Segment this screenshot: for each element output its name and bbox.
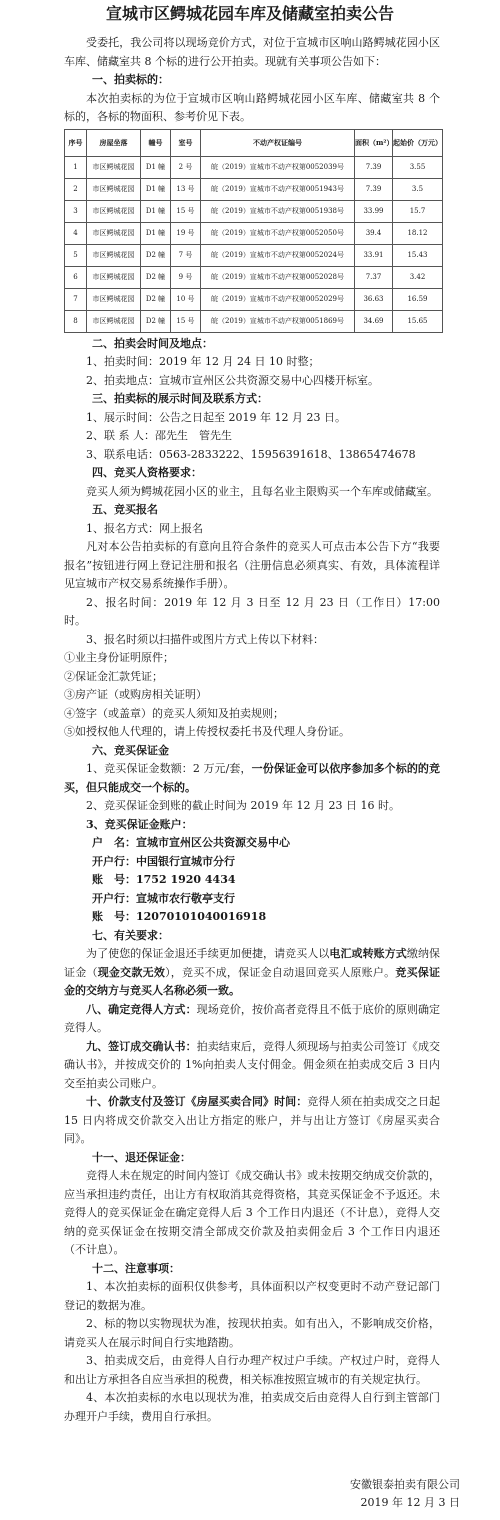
cell-area: 7.39	[355, 156, 393, 178]
cell-building: D2 幢	[141, 266, 171, 288]
cell-building: D2 幢	[141, 288, 171, 310]
table-row	[65, 288, 443, 310]
section-9-text: 拍卖结束后，竞得人须现场与拍卖公司签订《成交确认书》，并按成交价的 1%向拍卖人支付佣金。佣金须在拍卖成交后 3 日内交至拍卖公司账户。	[64, 1039, 441, 1090]
section-11-heading: 十一、退还保证金：	[92, 1150, 191, 1164]
section-9-heading: 九、签订成交确认书：	[86, 1039, 197, 1053]
cell-room: 15 号	[171, 200, 201, 222]
cell-start-price: 15.7	[393, 200, 443, 222]
table-row	[65, 200, 443, 222]
section-6-line-2: 2、竞买保证金到账的截止时间为 2019 年 12 月 23 日 16 时。	[86, 799, 400, 812]
cell-room: 7 号	[171, 244, 201, 266]
cell-building: D2 幢	[141, 244, 171, 266]
deposit-amount-text: 1、竞买保证金数额：2 万元/套，	[86, 762, 252, 775]
section-2-heading: 二、拍卖会时间及地点：	[92, 336, 213, 350]
table-header-row	[65, 129, 443, 156]
cell-certificate: 皖（2019）宣城市不动产权第0052039号	[201, 156, 355, 178]
section-8	[64, 1001, 440, 1038]
cell-room: 10 号	[171, 288, 201, 310]
cell-start-price: 18.12	[393, 222, 443, 244]
s7-payment-method: 电汇或转账方式	[329, 947, 407, 960]
note-1: 1、本次拍卖标的面积仅供参考，具体面积以产权变更时不动产登记部门登记的数据为准。	[64, 1280, 440, 1312]
section-1-heading: 一、拍卖标的：	[92, 73, 169, 86]
material-item-4: ④签字（或盖章）的竞买人须知及拍卖规则；	[64, 706, 284, 720]
table-row	[65, 310, 443, 332]
cell-area: 33.91	[355, 244, 393, 266]
section-7-text	[64, 945, 440, 1001]
table-row	[65, 222, 443, 244]
note-3: 3、拍卖成交后，由竞得人自行办理产权过户手续。产权过户时，竞得人和出让方承担各自应当承担的税费，相关标准按照宣城市的有关规定执行。	[64, 1354, 440, 1386]
col-header-building: 幢号	[141, 129, 171, 156]
cell-location: 市区鳄城花园	[87, 200, 141, 222]
cell-index: 2	[65, 178, 87, 200]
section-8-text: 现场竞价，按价高者竞得且不低于底价的原则确定竞得人。	[64, 1002, 441, 1034]
account-name: 户 名：宣城市宣州区公共资源交易中心	[92, 836, 290, 849]
section-5-heading: 五、竞买报名	[92, 503, 158, 516]
account-number-1: 账 号：1752 1920 4434	[92, 873, 236, 886]
s7-part-3: 缴纳保证金（	[64, 947, 441, 979]
cell-certificate: 皖（2019）宣城市不动产权第0052024号	[201, 244, 355, 266]
cell-start-price: 15.65	[393, 310, 443, 332]
section-9	[64, 1038, 440, 1094]
cell-index: 3	[65, 200, 87, 222]
section-10-text: 竞得人须在拍卖成交之日起 15 日内将成交价款交入出让方指定的账户，并与出让方签订《房屋买卖合同》。	[64, 1095, 441, 1145]
section-5-line-2: 2、报名时间：2019 年 12 月 3 日至 12 月 23 日（工作日）17:00 时。	[64, 595, 440, 627]
section-4-heading: 四、竞买人资格要求：	[92, 466, 202, 479]
col-header-location: 房屋坐落	[87, 129, 141, 156]
cell-location: 市区鳄城花园	[87, 178, 141, 200]
cell-index: 7	[65, 288, 87, 310]
cell-location: 市区鳄城花园	[87, 244, 141, 266]
cell-area: 33.99	[355, 200, 393, 222]
section-11-text: 竞得人未在规定的时间内签订《成交确认书》或未按期交纳成交价款的，应当承担违约责任，出让方有权取消其竞得资格，其竞买保证金不予返还。未竞得人的竞买保证金在确定竞得人后 3 个工作日内退还（不计息），竞得人交纳的竞买保证金在按期交清全部成交价款及拍卖佣金后 3 个工作日内退还（不计息）。	[64, 1169, 440, 1256]
material-item-1: ①业主身份证明原件；	[64, 651, 174, 664]
section-7-heading: 七、有关要求：	[92, 928, 169, 942]
cell-room: 2 号	[171, 156, 201, 178]
col-header-room: 室号	[171, 129, 201, 156]
cell-index: 1	[65, 156, 87, 178]
section-1-text: 本次拍卖标的为位于宣城市区响山路鳄城花园小区车库、储藏室共 8 个标的，各标的物面积、参考价见下表。	[64, 91, 440, 123]
signature-date: 2019 年 12 月 3 日	[360, 1496, 460, 1509]
material-item-2: ②保证金汇款凭证；	[64, 669, 163, 683]
cell-index: 4	[65, 222, 87, 244]
col-header-certificate: 不动产权证编号	[201, 129, 355, 156]
cell-certificate: 皖（2019）宣城市不动产权第0052028号	[201, 266, 355, 288]
cell-building: D1 幢	[141, 200, 171, 222]
cell-start-price: 3.42	[393, 266, 443, 288]
section-6-line-3: 3、竞买保证金账户：	[86, 817, 193, 831]
cell-area: 7.39	[355, 178, 393, 200]
cell-certificate: 皖（2019）宣城市不动产权第0051943号	[201, 178, 355, 200]
section-2-line-2: 2、拍卖地点：宣城市宣州区公共资源交易中心四楼开标室。	[86, 373, 379, 387]
section-6-heading: 六、竞买保证金	[92, 743, 169, 757]
section-5-line-1-detail: 凡对本公告拍卖标的有意向且符合条件的竞买人可点击本公告下方“我要报名”按钮进行网上登记注册和报名（注册信息必须真实、有效，具体流程详见宣城市产权交易系统操作手册）。	[64, 540, 440, 590]
table-row	[65, 178, 443, 200]
section-2-line-1: 1、拍卖时间：2019 年 12 月 24 日 10 时整；	[86, 355, 320, 368]
material-item-5: ⑤如授权他人代理的，请上传授权委托书及代理人身份证。	[64, 725, 350, 738]
material-item-3: ③房产证（或购房相关证明）	[64, 688, 207, 701]
cell-location: 市区鳄城花园	[87, 222, 141, 244]
section-5-line-3: 3、报名时须以扫描件或图片方式上传以下材料：	[86, 632, 324, 646]
s7-part-5: ），竞买不成，保证金自动退回竞买人原账户。	[165, 965, 396, 979]
account-bank-2: 开户行：宣城市农行敬亭支行	[92, 891, 235, 905]
table-row	[65, 244, 443, 266]
cell-location: 市区鳄城花园	[87, 310, 141, 332]
table-row	[65, 266, 443, 288]
cell-certificate: 皖（2019）宣城市不动产权第0051938号	[201, 200, 355, 222]
cell-start-price: 16.59	[393, 288, 443, 310]
signature-company: 安徽银泰拍卖有限公司	[350, 1478, 460, 1491]
cell-room: 9 号	[171, 266, 201, 288]
intro-paragraph: 受委托，我公司将以现场竞价方式，对位于宣城市区响山路鳄城花园小区车库、储藏室共 8 个标的进行公开拍卖。现就有关事项公告如下：	[64, 36, 440, 68]
cell-start-price: 15.43	[393, 244, 443, 266]
s7-cash-invalid: 现金交款无效	[97, 965, 166, 979]
cell-location: 市区鳄城花园	[87, 156, 141, 178]
cell-room: 15 号	[171, 310, 201, 332]
col-header-start-price: 起始价（万元）	[393, 129, 443, 156]
cell-building: D2 幢	[141, 310, 171, 332]
lots-table	[64, 129, 443, 333]
col-header-area: 面积（m²）	[355, 129, 393, 156]
note-4: 4、本次拍卖标的水电以现状为准，拍卖成交后由竞得人自行到主管部门办理开户手续，费用自行承担。	[64, 1391, 440, 1423]
account-number-2: 账 号：12070101040016918	[92, 910, 267, 923]
signature-block	[310, 1476, 460, 1512]
account-bank-1: 开户行：中国银行宣城市分行	[92, 854, 235, 868]
section-3-line-1: 1、展示时间：公告之日起至 2019 年 12 月 23 日。	[86, 410, 346, 424]
section-5-line-1: 1、报名方式：网上报名	[86, 521, 203, 535]
section-6-line-1	[64, 760, 440, 797]
cell-room: 19 号	[171, 222, 201, 244]
section-8-heading: 八、确定竞得人方式：	[86, 1002, 197, 1016]
cell-area: 39.4	[355, 222, 393, 244]
section-10-heading: 十、价款支付及签订《房屋买卖合同》时间：	[86, 1095, 308, 1108]
section-12-heading: 十二、注意事项：	[92, 1261, 180, 1275]
cell-building: D1 幢	[141, 156, 171, 178]
cell-certificate: 皖（2019）宣城市不动产权第0051869号	[201, 310, 355, 332]
cell-area: 7.37	[355, 266, 393, 288]
section-3-heading: 三、拍卖标的展示时间及联系方式：	[92, 392, 268, 405]
cell-index: 6	[65, 266, 87, 288]
section-3-line-2: 2、联 系 人：邵先生 管先生	[86, 429, 232, 442]
announcement-body	[64, 34, 440, 1426]
cell-index: 8	[65, 310, 87, 332]
s7-part-1: 为了使您的保证金退还手续更加便捷，请竞买人以	[86, 947, 330, 960]
s7-name-match: 竞买保证金的交纳方与竞买人名称必须一致。	[64, 965, 441, 997]
cell-index: 5	[65, 244, 87, 266]
section-4-text: 竞买人须为鳄城花园小区的业主，且每名业主限购买一个车库或储藏室。	[86, 484, 438, 498]
col-header-index: 序号	[65, 129, 87, 156]
table-row	[65, 156, 443, 178]
cell-certificate: 皖（2019）宣城市不动产权第0052029号	[201, 288, 355, 310]
cell-room: 13 号	[171, 178, 201, 200]
page-title: 宣城市区鳄城花园车库及储藏室拍卖公告	[105, 4, 394, 23]
section-10	[64, 1093, 440, 1149]
cell-area: 36.63	[355, 288, 393, 310]
note-2: 2、标的物以实物现状为准，按现状拍卖。如有出入，不影响成交价格，请竞买人在展示时间自行实地踏勘。	[64, 1317, 440, 1349]
cell-start-price: 3.5	[393, 178, 443, 200]
deposit-rule-text: 一份保证金可以依序参加多个标的的竞买，但只能成交一个标的。	[64, 762, 441, 794]
cell-area: 34.69	[355, 310, 393, 332]
cell-certificate: 皖（2019）宣城市不动产权第0052050号	[201, 222, 355, 244]
cell-location: 市区鳄城花园	[87, 288, 141, 310]
cell-building: D1 幢	[141, 178, 171, 200]
cell-building: D1 幢	[141, 222, 171, 244]
section-3-line-3: 3、联系电话：0563-2833222、15956391618、13865474678	[86, 447, 416, 461]
cell-location: 市区鳄城花园	[87, 266, 141, 288]
cell-start-price: 3.55	[393, 156, 443, 178]
